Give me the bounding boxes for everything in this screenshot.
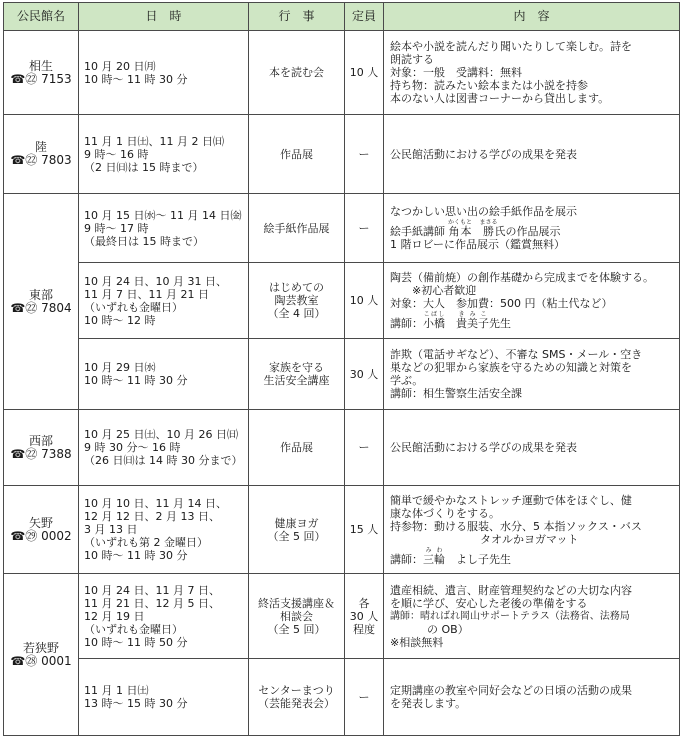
datetime-cell: 10 月 20 日㈪ 10 時～ 11 時 30 分 xyxy=(79,31,249,115)
hall-cell-seibu xyxy=(4,410,79,486)
hall-cell-wakasano xyxy=(4,574,79,736)
header-hall: 公民館名 xyxy=(4,3,79,31)
hall-phone: ☎㉒ 7153 xyxy=(10,71,72,86)
hall-name: 相生 xyxy=(28,58,53,73)
capacity-cell: ー xyxy=(345,410,384,486)
content-cell: 簡単で緩やかなストレッチ運動で体をほぐし、健 康な体づくりをする。 持参物：動ける服装、水分、5 本指ソックス・バス タオルかヨガマット 講師：三輪みわ よし子先生 xyxy=(384,486,680,574)
hall-cell-tobu xyxy=(4,194,79,410)
datetime-cell: 11 月 1 日㈯ 13 時～ 15 時 30 分 xyxy=(79,659,249,736)
hall-cell-aio xyxy=(4,31,79,115)
capacity-cell: 15 人 xyxy=(345,486,384,574)
content-cell: 詐欺（電話サギなど）、不審な SMS・メール・空き 巣などの犯罪から家族を守るための知識と対策を 学ぶ。 講師：相生警察生活安全課 xyxy=(384,339,680,410)
capacity-cell: ー xyxy=(345,194,384,263)
content-cell: 絵本や小説を読んだり聞いたりして楽しむ。詩を 朗読する 対象：一般 受講料：無料 持ち物：読みたい絵本または小説を持参 本のない人は図書コーナーから貸出します。 xyxy=(384,31,680,115)
datetime-cell: 10 月 24 日、10 月 31 日、 11 月 7 日、11 月 21 日 （いずれも金曜日） 10 時～ 12 時 xyxy=(79,263,249,339)
content-cell: 陶芸（備前焼）の創作基礎から完成までを体験する。 ※初心者歓迎 対象：大人 参加費：500 円（粘土代など） 講師：小橋こばし 貴美子きみこ先生 xyxy=(384,263,680,339)
content-cell: 遺産相続、遺言、財産管理契約などの大切な内容 を順に学び、安心した老後の準備をする 講師：晴ればれ岡山サポートテラス（法務省、法務局 の OB） ※相談無料 xyxy=(384,574,680,659)
table-row-aio-reading xyxy=(4,31,680,115)
capacity-cell: ー xyxy=(345,659,384,736)
event-cell: 絵手紙作品展 xyxy=(249,194,345,263)
content-cell: なつかしい思い出の絵手紙作品を展示 絵手紙講師 角本かくもと 勝まさる氏の作品展示 1 階ロビーに作品展示（鑑賞無料） xyxy=(384,194,680,263)
hall-cell-riku xyxy=(4,115,79,194)
header-content: 内 容 xyxy=(384,3,680,31)
event-cell: 本を読む会 xyxy=(249,31,345,115)
event-cell: 健康ヨガ （全 5 回） xyxy=(249,486,345,574)
header-datetime: 日 時 xyxy=(79,3,249,31)
hall-phone: ☎㉒ 7804 xyxy=(10,300,72,315)
hall-name: 矢野 xyxy=(28,515,53,530)
datetime-cell: 11 月 1 日㈯、11 月 2 日㈰ 9 時～ 16 時 （2 日㈰は 15 時まで） xyxy=(79,115,249,194)
datetime-cell: 10 月 15 日㈬～ 11 月 14 日㈮ 9 時～ 17 時 （最終日は 15 時まで） xyxy=(79,194,249,263)
content-line-with-ruby: 講師：小橋こばし 貴美子きみこ先生 xyxy=(390,311,511,330)
table-row-tobu-etegami xyxy=(4,194,680,263)
capacity-cell: 10 人 xyxy=(345,263,384,339)
hall-name: 西部 xyxy=(28,433,53,448)
table-row-wakasano-festival xyxy=(4,659,680,736)
header-event: 行 事 xyxy=(249,3,345,31)
table-row-seibu-exhibition xyxy=(4,410,680,486)
capacity-cell: 10 人 xyxy=(345,31,384,115)
hall-phone: ☎㉒ 7388 xyxy=(10,446,72,461)
content-line-with-ruby: 講師：三輪みわ よし子先生 xyxy=(390,546,511,566)
event-cell: 家族を守る 生活安全講座 xyxy=(249,339,345,410)
event-schedule-table xyxy=(3,2,680,736)
hall-phone: ☎㉙ 0002 xyxy=(10,528,72,543)
hall-name: 東部 xyxy=(28,287,53,302)
content-cell: 定期講座の教室や同好会などの日頃の活動の成果 を発表します。 xyxy=(384,659,680,736)
content-cell: 公民館活動における学びの成果を発表 xyxy=(384,410,680,486)
hall-name: 若狭野 xyxy=(22,640,59,655)
datetime-cell: 10 月 10 日、11 月 14 日、 12 月 12 日、2 月 13 日、 3 月 13 日 （いずれも第 2 金曜日） 10 時～ 11 時 30 分 xyxy=(79,486,249,574)
content-cell: 公民館活動における学びの成果を発表 xyxy=(384,115,680,194)
event-cell: 終活支援講座＆ 相談会 （全 5 回） xyxy=(249,574,345,659)
table-row-tobu-pottery xyxy=(4,263,680,339)
hall-phone: ☎㉒ 7803 xyxy=(10,153,72,167)
table-row-yano-yoga xyxy=(4,486,680,574)
datetime-cell: 10 月 24 日、11 月 7 日、 11 月 21 日、12 月 5 日、 12 月 19 日 （いずれも金曜日） 10 時～ 11 時 50 分 xyxy=(79,574,249,659)
header-row xyxy=(4,3,680,31)
capacity-cell: 30 人 xyxy=(345,339,384,410)
hall-cell-yano xyxy=(4,486,79,574)
event-cell: はじめての 陶芸教室 （全 4 回） xyxy=(249,263,345,339)
table-row-tobu-safety xyxy=(4,339,680,410)
hall-phone: ☎㉘ 0001 xyxy=(10,653,72,668)
event-cell: 作品展 xyxy=(249,115,345,194)
hall-name: 陸 xyxy=(34,140,47,154)
capacity-cell: ー xyxy=(345,115,384,194)
content-line-with-ruby: 絵手紙講師 角本かくもと 勝まさる氏の作品展示 xyxy=(390,219,561,238)
table-row-wakasano-endoflife xyxy=(4,574,680,659)
datetime-cell: 10 月 29 日㈬ 10 時～ 11 時 30 分 xyxy=(79,339,249,410)
table-row-riku-exhibition xyxy=(4,115,680,194)
datetime-cell: 10 月 25 日㈯、10 月 26 日㈰ 9 時 30 分～ 16 時 （26 日㈰は 14 時 30 分まで） xyxy=(79,410,249,486)
event-cell: センターまつり （芸能発表会） xyxy=(249,659,345,736)
event-cell: 作品展 xyxy=(249,410,345,486)
header-capacity: 定員 xyxy=(345,3,384,31)
capacity-cell: 各 30 人 程度 xyxy=(345,574,384,659)
